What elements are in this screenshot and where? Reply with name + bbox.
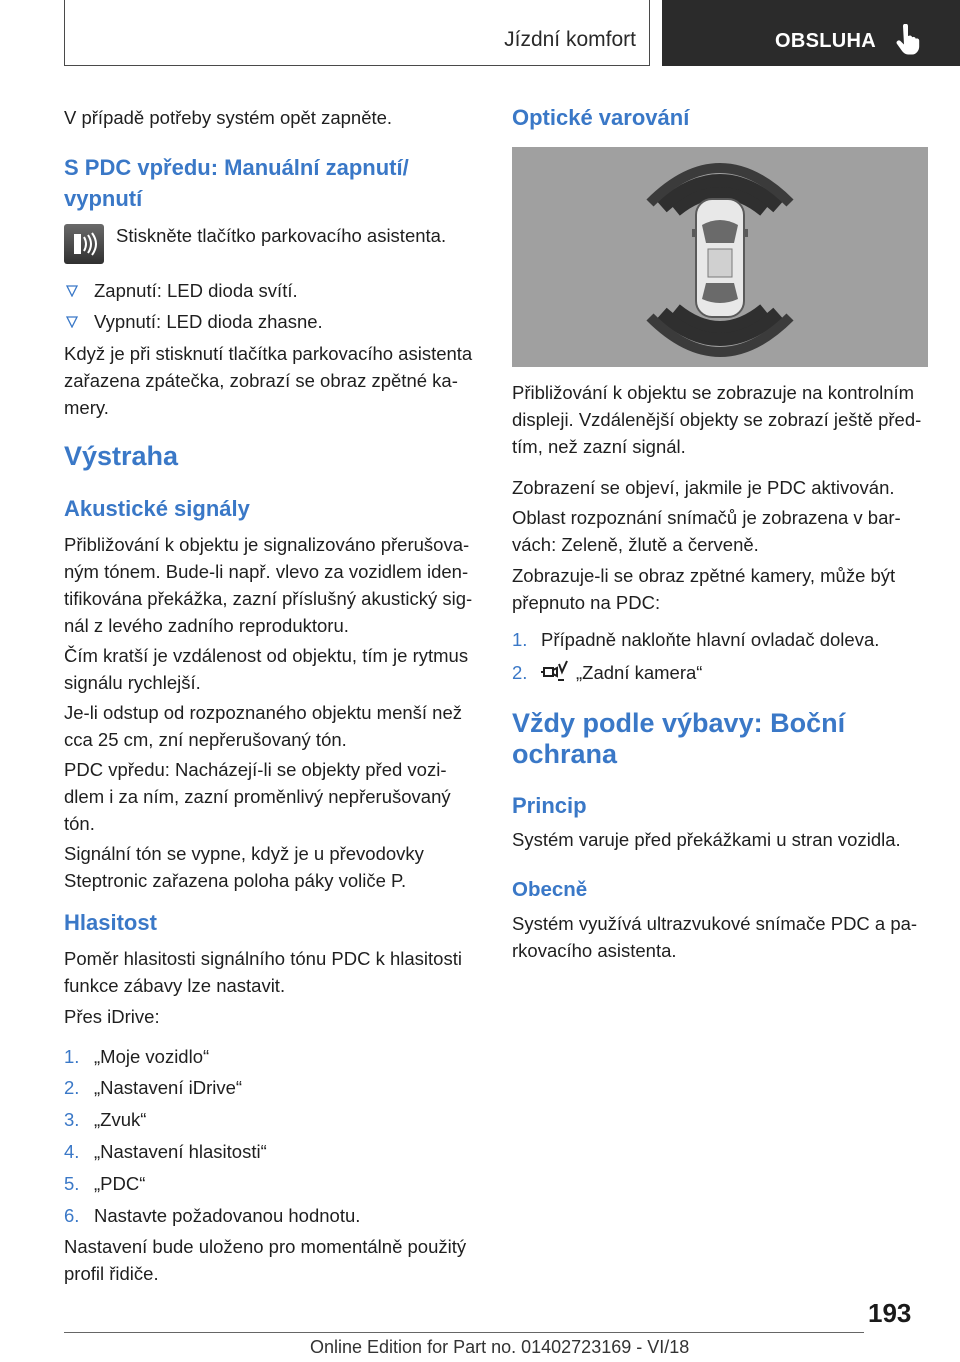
parking-assist-button-icon (64, 224, 104, 264)
step-number: 2. (512, 662, 528, 683)
triangle-bullet-icon (66, 316, 78, 328)
rhythm-text-line: signálu rychlejší. (64, 672, 201, 693)
volume-heading: Hlasitost (64, 910, 157, 935)
side-protection-heading-line2: ochrana (512, 739, 618, 769)
chapter-tab (662, 0, 960, 66)
acoustic-heading: Akustické signály (64, 496, 250, 521)
edition-text: Online Edition for Part no. 01402723169 - VI/18 (310, 1337, 690, 1357)
bullet-item: Vypnutí: LED dioda zhasne. (94, 311, 323, 332)
warning-heading: Výstraha (64, 441, 179, 471)
acoustic-text-line: nál z levého zadního reproduktoru. (64, 615, 349, 636)
area-text-line: vách: Zeleně, žlutě a červeně. (512, 534, 759, 555)
principle-text: Systém varuje před překážkami u stran vozidla. (512, 829, 901, 850)
steptronic-text-line: Steptronic zařazena poloha páky voliče P. (64, 870, 407, 891)
reverse-text-line: mery. (64, 397, 109, 418)
hand-pointer-icon (894, 24, 922, 56)
reverse-text-line: zařazena zpátečka, zobrazí se obraz zpětné ka- (64, 370, 458, 391)
general-heading: Obecně (512, 878, 588, 901)
step-text: „Nastavení hlasitosti“ (94, 1141, 267, 1162)
optical-heading: Optické varování (512, 105, 690, 130)
step-text: Nastavte požadovanou hodnotu. (94, 1205, 361, 1226)
footer-divider (64, 1332, 864, 1333)
bullet-item: Zapnutí: LED dioda svítí. (94, 280, 298, 301)
rear-camera-icon (540, 660, 568, 684)
acoustic-text-line: ným tónem. Bude-li např. vlevo za vozidlem iden- (64, 561, 469, 582)
chapter-title: OBSLUHA (775, 30, 876, 52)
step-text: „Nastavení iDrive“ (94, 1077, 243, 1098)
triangle-bullet-icon (66, 285, 78, 297)
step-number: 5. (64, 1173, 80, 1194)
car-sensor-zones-illustration (512, 147, 928, 367)
saved-text-line: Nastavení bude uloženo pro momentálně použitý (64, 1236, 467, 1257)
via-idrive-text: Přes iDrive: (64, 1006, 160, 1027)
front-text-line: tón. (64, 813, 95, 834)
step-text: „Zadní kamera“ (576, 662, 703, 683)
side-protection-heading-line1: Vždy podle výbavy: Boční (512, 708, 846, 738)
approach-text-line: tím, než zazní signál. (512, 436, 686, 457)
saved-text-line: profil řidiče. (64, 1263, 159, 1284)
page-header (0, 0, 960, 68)
step-text: Případně nakloňte hlavní ovladač doleva. (541, 629, 880, 650)
general-text-line: Systém využívá ultrazvukové snímače PDC a pa- (512, 913, 918, 934)
step-text: „PDC“ (94, 1173, 146, 1194)
distance-text-line: Je-li odstup od rozpoznaného objektu menší než (64, 702, 463, 723)
front-text-line: PDC vpředu: Nacházejí-li se objekty před vozi- (64, 759, 447, 780)
display-text: Zobrazení se objeví, jakmile je PDC aktivován. (512, 477, 895, 498)
step-number: 2. (64, 1077, 80, 1098)
pdc-heading-line1: S PDC vpředu: Manuální zapnutí/ (64, 155, 409, 180)
page-number: 193 (868, 1298, 912, 1328)
distance-text-line: cca 25 cm, zní nepřerušovaný tón. (64, 729, 347, 750)
steptronic-text-line: Signální tón se vypne, když je u převodovky (64, 843, 424, 864)
step-text: „Zvuk“ (94, 1109, 147, 1130)
general-text-line: rkovacího asistenta. (512, 940, 677, 961)
camera-text-line: Zobrazuje-li se obraz zpětné kamery, může být (512, 565, 896, 586)
principle-heading: Princip (512, 793, 587, 818)
acoustic-text-line: tifikována překážka, zazní příslušný akustický sig- (64, 588, 473, 609)
camera-text-line: přepnuto na PDC: (512, 592, 661, 613)
step-number: 6. (64, 1205, 80, 1226)
volume-text-line: funkce zábavy lze nastavit. (64, 975, 286, 996)
approach-text-line: displeji. Vzdálenější objekty se zobrazí ještě před- (512, 409, 922, 430)
step-number: 3. (64, 1109, 80, 1130)
pdc-heading-line2: vypnutí (64, 186, 143, 211)
step-number: 4. (64, 1141, 80, 1162)
front-text-line: dlem i za ním, zazní proměnlivý nepřerušovaný (64, 786, 451, 807)
press-button-text: Stiskněte tlačítko parkovacího asistenta. (116, 225, 447, 246)
step-number: 1. (64, 1046, 80, 1067)
acoustic-text-line: Přibližování k objektu je signalizováno přerušova- (64, 534, 470, 555)
approach-text-line: Přibližování k objektu se zobrazuje na kontrolním (512, 382, 915, 403)
area-text-line: Oblast rozpoznání snímačů je zobrazena v bar- (512, 507, 901, 528)
section-title: Jízdní komfort (504, 28, 636, 51)
pdc-display-figure (512, 147, 928, 367)
rhythm-text-line: Čím kratší je vzdálenost od objektu, tím je rytmus (64, 645, 469, 666)
step-text: „Moje vozidlo“ (94, 1046, 210, 1067)
intro-text: V případě potřeby systém opět zapněte. (64, 107, 393, 128)
reverse-text-line: Když je při stisknutí tlačítka parkovacího asistenta (64, 343, 473, 364)
step-number: 1. (512, 629, 528, 650)
volume-text-line: Poměr hlasitosti signálního tónu PDC k hlasitosti (64, 948, 462, 969)
